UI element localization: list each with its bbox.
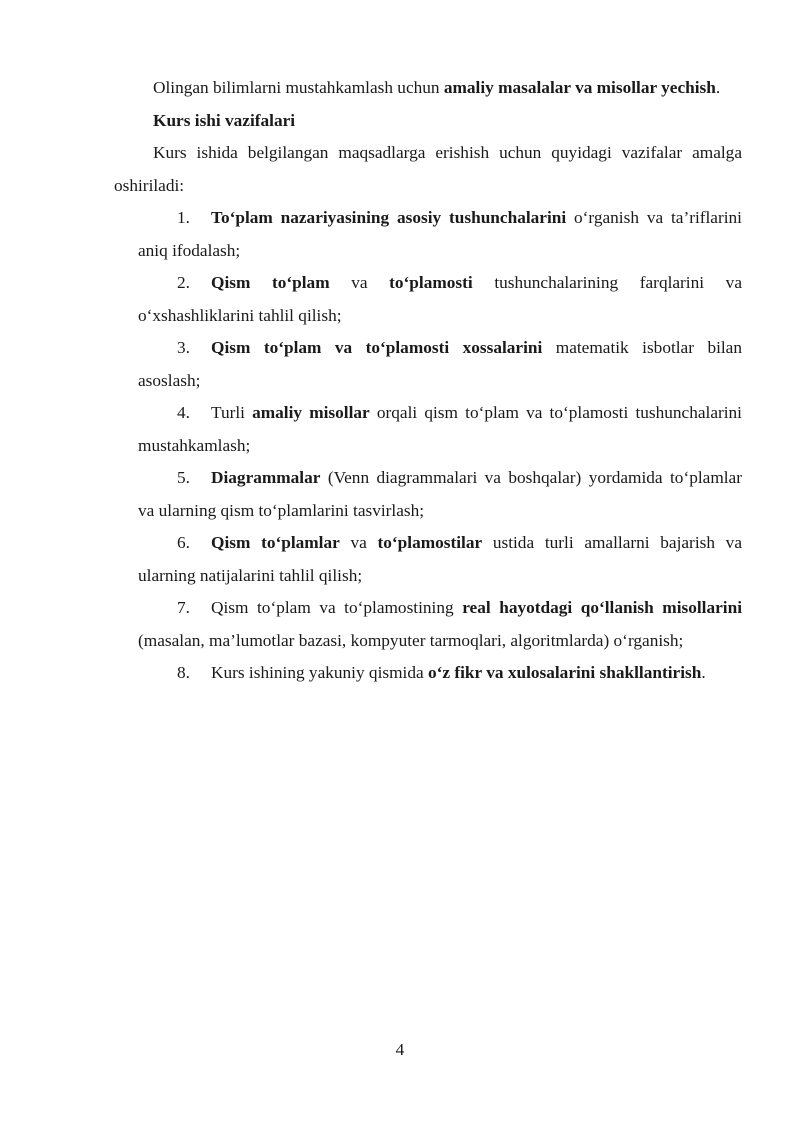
task-text: o‘rganish va ta’riflarini aniq ifodalash; xyxy=(138,208,742,260)
task-number: 5. xyxy=(177,468,190,487)
task-number: 8. xyxy=(177,663,190,682)
task-list-item xyxy=(114,592,742,657)
task-list-item xyxy=(114,202,742,267)
task-bold-text: o‘z fikr va xulosalarini shakllantirish xyxy=(427,663,702,682)
task-number: 3. xyxy=(177,338,190,357)
intro-bold-text: amaliy masalalar va misollar yechish xyxy=(443,78,716,97)
task-text: va xyxy=(339,533,378,552)
task-bold-text: to‘plamostilar xyxy=(377,533,483,552)
task-number: 1. xyxy=(177,208,190,227)
task-bold-text: Qism to‘plamlar xyxy=(211,533,340,552)
task-list xyxy=(114,202,742,690)
task-number: 6. xyxy=(177,533,190,552)
intro-paragraph xyxy=(114,72,742,105)
task-text: va xyxy=(329,273,390,292)
task-number: 2. xyxy=(177,273,190,292)
task-bold-text: real hayotdagi qo‘llanish misollarini xyxy=(462,598,742,617)
task-list-item xyxy=(114,397,742,462)
task-text: Kurs ishining yakuniy qismida xyxy=(211,663,428,682)
body-text xyxy=(114,72,742,690)
task-text: Qism to‘plam va to‘plamostining xyxy=(211,598,463,617)
section-heading: Kurs ishi vazifalari xyxy=(153,110,296,130)
task-bold-text: Qism to‘plam va to‘plamosti xossalarini xyxy=(211,338,543,357)
page-number: 4 xyxy=(395,1040,405,1059)
task-bold-text: to‘plamosti xyxy=(389,273,473,292)
intro-text: Olingan bilimlarni mustahkamlash uchun xyxy=(153,78,444,97)
task-text: Turli xyxy=(211,403,253,422)
lead-paragraph: Kurs ishida belgilangan maqsadlarga erishish uchun quyidagi vazifalar amalga oshiriladi: xyxy=(114,143,742,195)
task-bold-text: Diagrammalar xyxy=(211,468,321,487)
task-text: ustida turli amallarni bajarish va ularning natijalarini tahlil qilish; xyxy=(138,533,742,585)
task-number: 7. xyxy=(177,598,190,617)
intro-end: . xyxy=(715,78,721,97)
task-list-item xyxy=(114,332,742,397)
task-text: matematik isbotlar bilan asoslash; xyxy=(138,338,742,390)
task-bold-text: amaliy misollar xyxy=(252,403,370,422)
task-text: (masalan, ma’lumotlar bazasi, kompyuter tarmoqlari, algoritmlarda) o‘rganish; xyxy=(138,630,684,650)
task-number: 4. xyxy=(177,403,190,422)
task-text: tushunchalarining farqlarini va o‘xshashliklarini tahlil qilish; xyxy=(138,273,742,325)
task-list-item xyxy=(114,462,742,527)
task-list-item xyxy=(114,267,742,332)
task-bold-text: Qism to‘plam xyxy=(211,273,330,292)
task-bold-text: To‘plam nazariyasining asosiy tushunchalarini xyxy=(211,208,567,227)
task-list-item xyxy=(114,657,742,690)
task-text: orqali qism to‘plam va to‘plamosti tushunchalarini mustahkamlash; xyxy=(138,403,742,455)
task-text: (Venn diagrammalari va boshqalar) yordamida to‘plamlar va ularning qism to‘plamlarini tasvirlash; xyxy=(138,468,742,520)
task-list-item xyxy=(114,527,742,592)
task-text: . xyxy=(701,663,706,682)
